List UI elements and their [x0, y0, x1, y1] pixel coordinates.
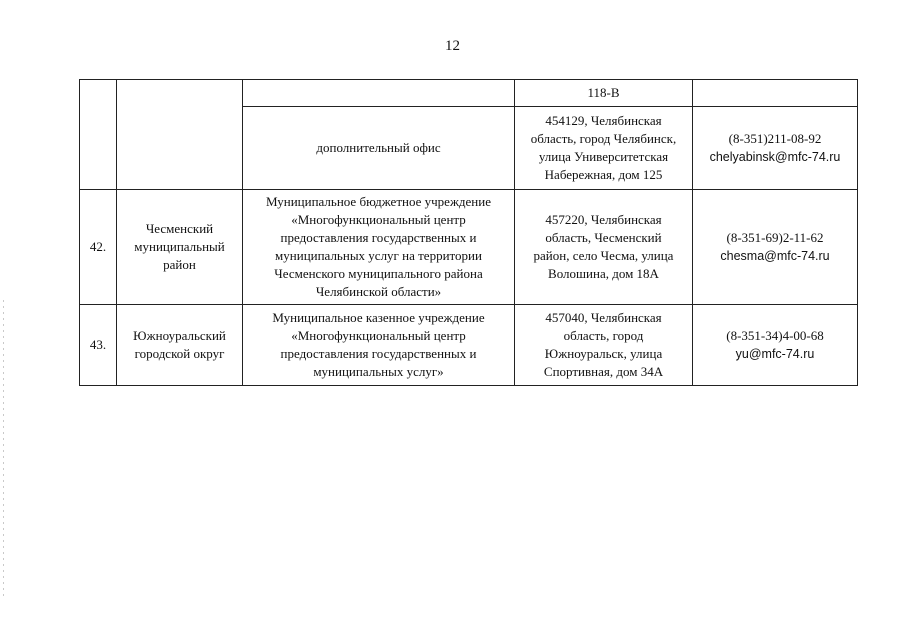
address-line: Набережная, дом 125: [544, 167, 663, 182]
cell-org: [243, 80, 515, 107]
cell-area: [117, 305, 243, 386]
cell-org: [243, 107, 515, 190]
area-line: городской округ: [134, 346, 225, 361]
org-line: Чесменского муниципального района: [274, 266, 483, 281]
org-line: Челябинской области»: [315, 284, 442, 299]
phone-number: (8-351-69)2-11-62: [726, 230, 824, 245]
address-line: район, село Чесма, улица: [533, 248, 674, 263]
cell-contacts: [693, 80, 858, 107]
address-line: область, город: [563, 328, 644, 343]
cell-number: 43.: [80, 305, 117, 386]
area-line: район: [163, 257, 196, 272]
org-line: муниципальных услуг на территории: [275, 248, 482, 263]
area-line: Чесменский: [145, 221, 214, 236]
email-address: yu@mfc-74.ru: [735, 347, 815, 361]
org-line: предоставления государственных и: [280, 230, 477, 245]
email-address: chelyabinsk@mfc-74.ru: [709, 150, 841, 164]
org-line: «Многофункциональный центр: [291, 328, 466, 343]
address-line: улица Университетская: [538, 149, 669, 164]
cell-area: [117, 80, 243, 190]
address-tail: 118-В: [587, 85, 620, 100]
cell-area: [117, 190, 243, 305]
org-line: предоставления государственных и: [280, 346, 477, 361]
cell-address: [515, 107, 693, 190]
cell-number: [80, 80, 117, 190]
cell-contacts: [693, 305, 858, 386]
address-line: Спортивная, дом 34А: [543, 364, 664, 379]
cell-org: [243, 305, 515, 386]
email-address: chesma@mfc-74.ru: [720, 249, 830, 263]
cell-address: [515, 80, 693, 107]
cell-contacts: [693, 190, 858, 305]
scan-edge-artifact: [3, 300, 4, 600]
address-line: 457220, Челябинская: [545, 212, 662, 227]
cell-contacts: [693, 107, 858, 190]
address-line: область, город Челябинск,: [530, 131, 677, 146]
address-line: область, Чесменский: [545, 230, 662, 245]
address-line: 457040, Челябинская: [545, 310, 662, 325]
area-line: муниципальный: [134, 239, 225, 254]
mfc-offices-table: [79, 79, 858, 386]
cell-org: [243, 190, 515, 305]
org-line: Муниципальное казенное учреждение: [272, 310, 485, 325]
org-line: муниципальных услуг»: [313, 364, 444, 379]
address-line: Волошина, дом 18А: [548, 266, 659, 281]
address-line: Южноуральск, улица: [544, 346, 663, 361]
phone-number: (8-351)211-08-92: [728, 131, 822, 146]
table-row: [80, 305, 858, 386]
cell-address: [515, 190, 693, 305]
page-number: 12: [445, 38, 460, 54]
area-line: Южноуральский: [133, 328, 226, 343]
cell-address: [515, 305, 693, 386]
office-name: дополнительный офис: [316, 140, 441, 155]
table-row-continuation: [80, 80, 858, 107]
phone-number: (8-351-34)4-00-68: [726, 328, 824, 343]
org-line: Муниципальное бюджетное учреждение: [266, 194, 491, 209]
table-row: [80, 190, 858, 305]
org-line: «Многофункциональный центр: [291, 212, 466, 227]
address-line: 454129, Челябинская: [545, 113, 662, 128]
cell-number: 42.: [80, 190, 117, 305]
